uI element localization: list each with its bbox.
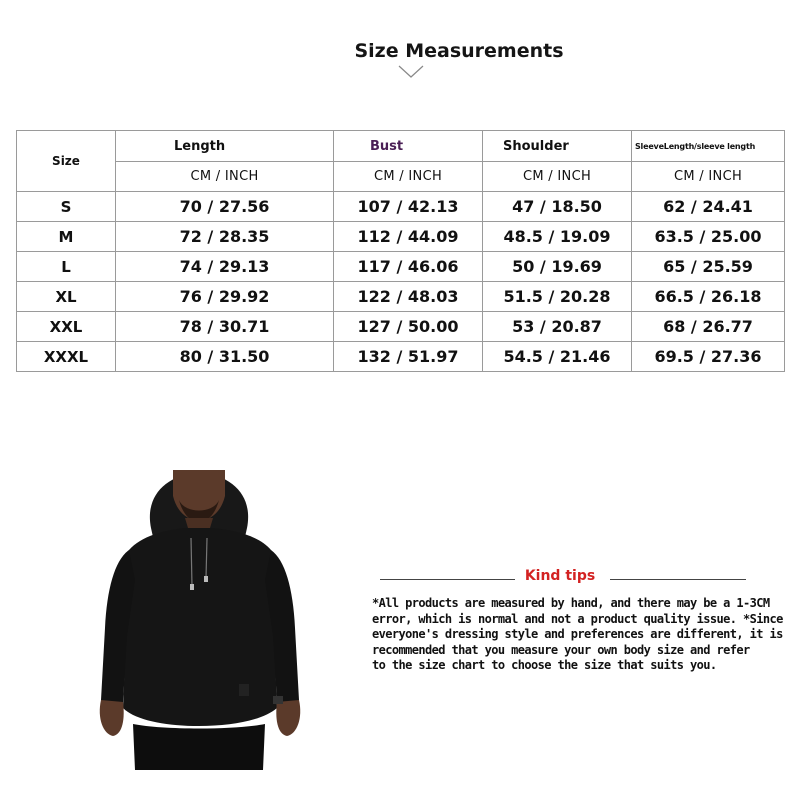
table-cell: 76 / 29.92 [116,282,334,312]
size-cell: S [17,192,116,222]
tips-divider-right [610,579,746,580]
table-cell: 132 / 51.97 [334,342,483,372]
tips-title: Kind tips [524,568,596,584]
size-cell: XXXL [17,342,116,372]
page-title: Size Measurements [354,40,564,62]
table-cell: 72 / 28.35 [116,222,334,252]
length-column-header: Length [116,131,334,162]
table-row [17,282,785,312]
table-cell: 62 / 24.41 [632,192,785,222]
chevron-down-icon [398,64,424,80]
size-cell: XXL [17,312,116,342]
tips-line: recommended that you measure your own body size and refer [372,642,750,657]
table-cell: 66.5 / 26.18 [632,282,785,312]
tips-line: error, which is normal and not a product quality issue. *Since [372,611,783,626]
table-cell: 127 / 50.00 [334,312,483,342]
tips-divider-left [380,579,515,580]
table-cell: 117 / 46.06 [334,252,483,282]
table-cell: 54.5 / 21.46 [483,342,632,372]
product-photo [93,468,305,770]
tips-line: *All products are measured by hand, and there may be a 1-3CM [372,596,770,610]
unit-row [17,162,785,192]
size-table [16,130,785,372]
table-cell: 50 / 19.69 [483,252,632,282]
table-cell: 65 / 25.59 [632,252,785,282]
table-cell: 112 / 44.09 [334,222,483,252]
table-cell: 69.5 / 27.36 [632,342,785,372]
size-column-header: Size [17,131,116,192]
table-cell: 68 / 26.77 [632,312,785,342]
table-cell: 107 / 42.13 [334,192,483,222]
table-row [17,312,785,342]
size-cell: L [17,252,116,282]
table-row [17,342,785,372]
table-cell: 63.5 / 25.00 [632,222,785,252]
table-cell: 74 / 29.13 [116,252,334,282]
size-cell: M [17,222,116,252]
unit-label: CM / INCH [483,162,632,192]
table-cell: 47 / 18.50 [483,192,632,222]
sleeve-column-header: SleeveLength/sleeve length [632,131,785,162]
tips-text [372,596,782,674]
table-cell: 53 / 20.87 [483,312,632,342]
table-cell: 70 / 27.56 [116,192,334,222]
shoulder-column-header: Shoulder [483,131,632,162]
table-row [17,222,785,252]
table-cell: 78 / 30.71 [116,312,334,342]
unit-label: CM / INCH [334,162,483,192]
tips-line: to the size chart to choose the size that suits you. [372,658,717,672]
table-header-row [17,131,785,162]
table-cell: 122 / 48.03 [334,282,483,312]
tips-line: everyone's dressing style and preferences are different, it is [372,627,783,641]
bust-column-header: Bust [334,131,483,162]
table-cell: 80 / 31.50 [116,342,334,372]
table-row [17,252,785,282]
table-cell: 48.5 / 19.09 [483,222,632,252]
unit-label: CM / INCH [632,162,785,192]
unit-label: CM / INCH [116,162,334,192]
table-cell: 51.5 / 20.28 [483,282,632,312]
table-row [17,192,785,222]
size-cell: XL [17,282,116,312]
